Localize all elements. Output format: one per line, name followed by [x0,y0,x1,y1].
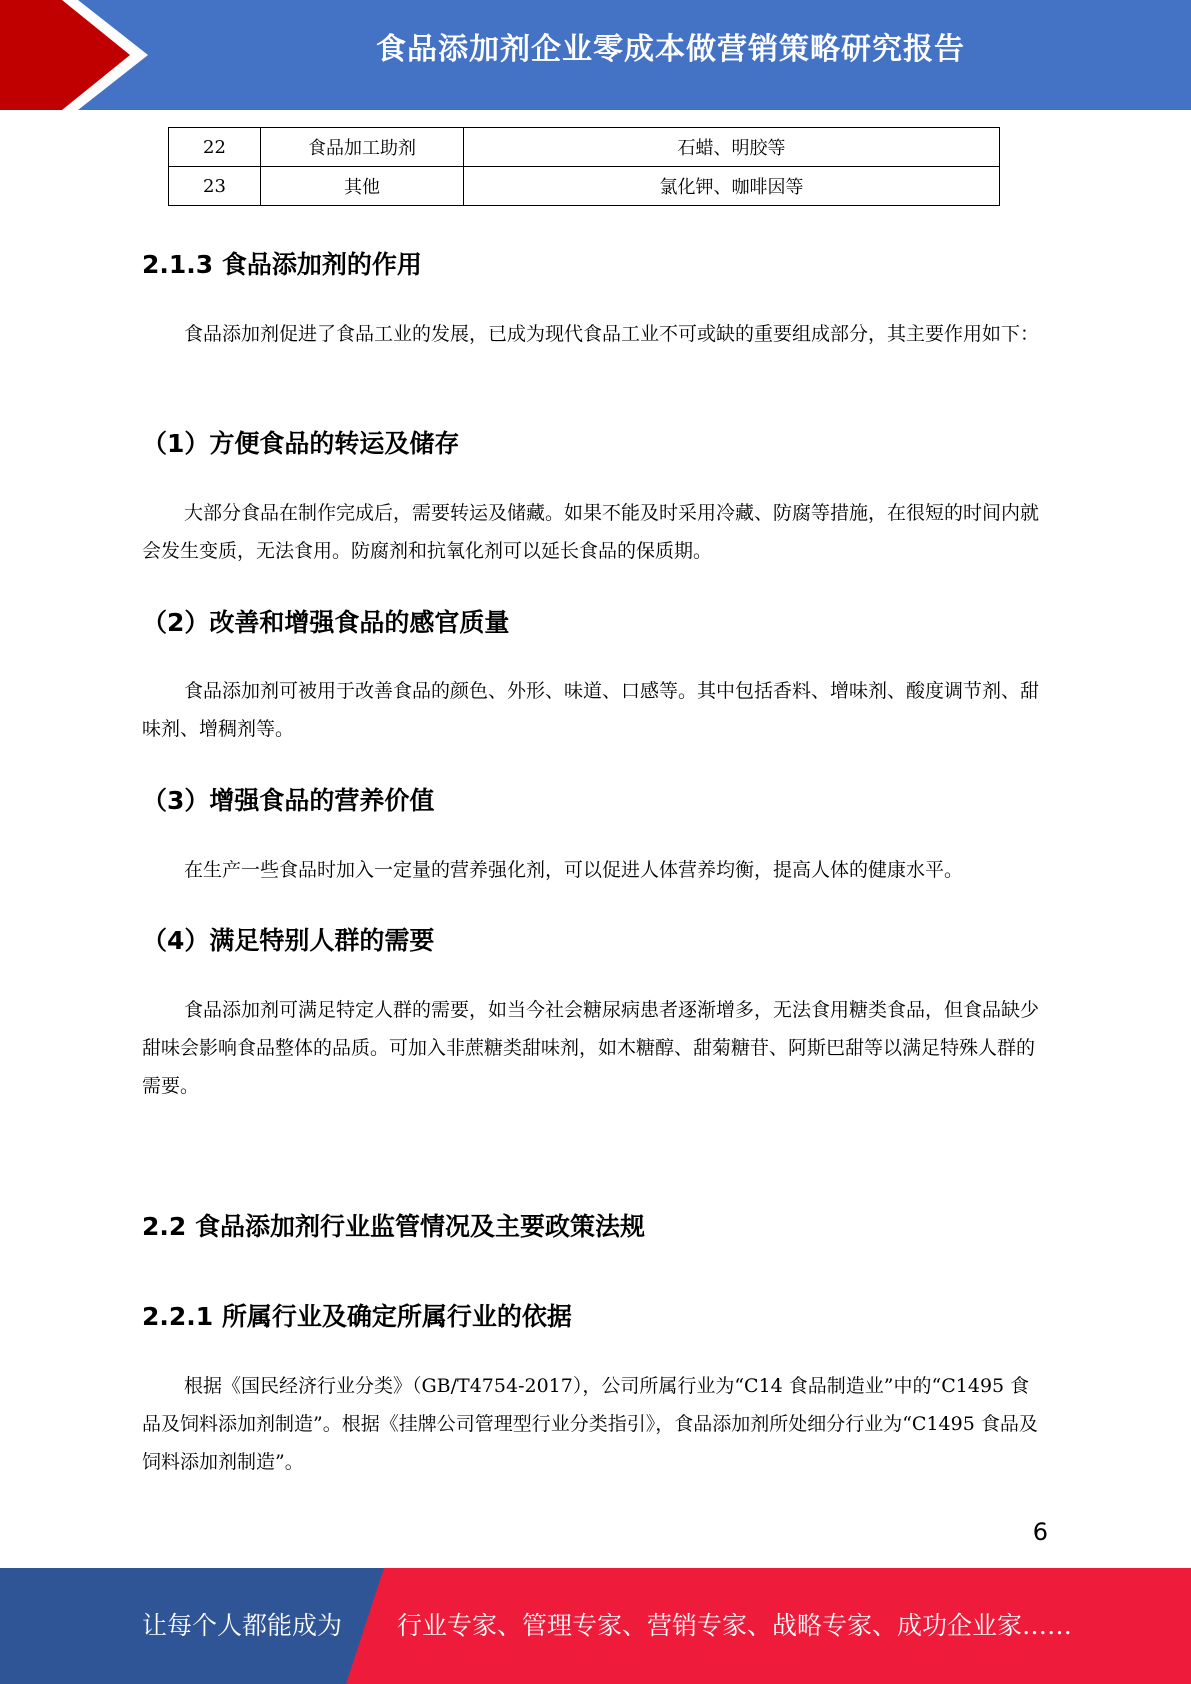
item-4-text: 食品添加剂可满足特定人群的需要，如当今社会糖尿病患者逐渐增多，无法食用糖类食品，但食品缺少甜味会影响食品整体的品质。可加入非蔗糖类甜味剂，如木糖醇、甜菊糖苷、阿斯巴甜等以满足特殊人群的需要。 [142,999,1040,1097]
page-footer [0,1568,1191,1684]
item-heading-4: （4）满足特别人群的需要 [142,926,435,955]
item-heading-3: （3）增强食品的营养价值 [142,786,435,815]
item-2-text: 食品添加剂可被用于改善食品的颜色、外形、味道、口感等。其中包括香料、增味剂、酸度调节剂、甜味剂、增稠剂等。 [142,680,1040,740]
section-heading-2-2-1: 2.2.1 所属行业及确定所属行业的依据 [142,1302,572,1331]
table-cell-examples: 氯化钾、咖啡因等 [464,167,1000,206]
page-number: 6 [1032,1518,1048,1546]
table-row [169,167,1000,206]
item-3-text: 在生产一些食品时加入一定量的营养强化剂，可以促进人体营养均衡，提高人体的健康水平。 [184,859,964,881]
report-title: 食品添加剂企业零成本做营销策略研究报告 [376,32,965,67]
additive-type-table [168,127,1000,206]
section-heading-2-1-3: 2.1.3 食品添加剂的作用 [142,250,422,279]
item-heading-1: （1）方便食品的转运及储存 [142,429,460,458]
section-2-2-1-text: 根据《国民经济行业分类》（GB/T4754-2017），公司所属行业为“C14 食品制造业”中的“C1495 食品及饲料添加剂制造”。根据《挂牌公司管理型行业分类指引》，食品添加剂所处细分行业为“C1495 食品及饲料添加剂制造”。 [142,1375,1038,1473]
table-cell-no: 22 [169,128,261,167]
table-cell-examples: 石蜡、明胶等 [464,128,1000,167]
header-arrow-graphic [0,0,150,110]
table-cell-name: 其他 [261,167,464,206]
table-cell-no: 23 [169,167,261,206]
table-row [169,128,1000,167]
table-cell-name: 食品加工助剂 [261,128,464,167]
item-1-text: 大部分食品在制作完成后，需要转运及储藏。如果不能及时采用冷藏、防腐等措施，在很短的时间内就会发生变质，无法食用。防腐剂和抗氧化剂可以延长食品的保质期。 [142,502,1040,562]
section-2-1-3-intro: 食品添加剂促进了食品工业的发展，已成为现代食品工业不可或缺的重要组成部分，其主要作用如下： [184,323,1040,345]
footer-slogan-right: 行业专家、管理专家、营销专家、战略专家、成功企业家…… [397,1611,1073,1640]
footer-slogan-left: 让每个人都能成为 [142,1611,343,1640]
section-heading-2-2: 2.2 食品添加剂行业监管情况及主要政策法规 [142,1212,645,1241]
page-header [0,0,1191,110]
item-heading-2: （2）改善和增强食品的感官质量 [142,608,510,637]
